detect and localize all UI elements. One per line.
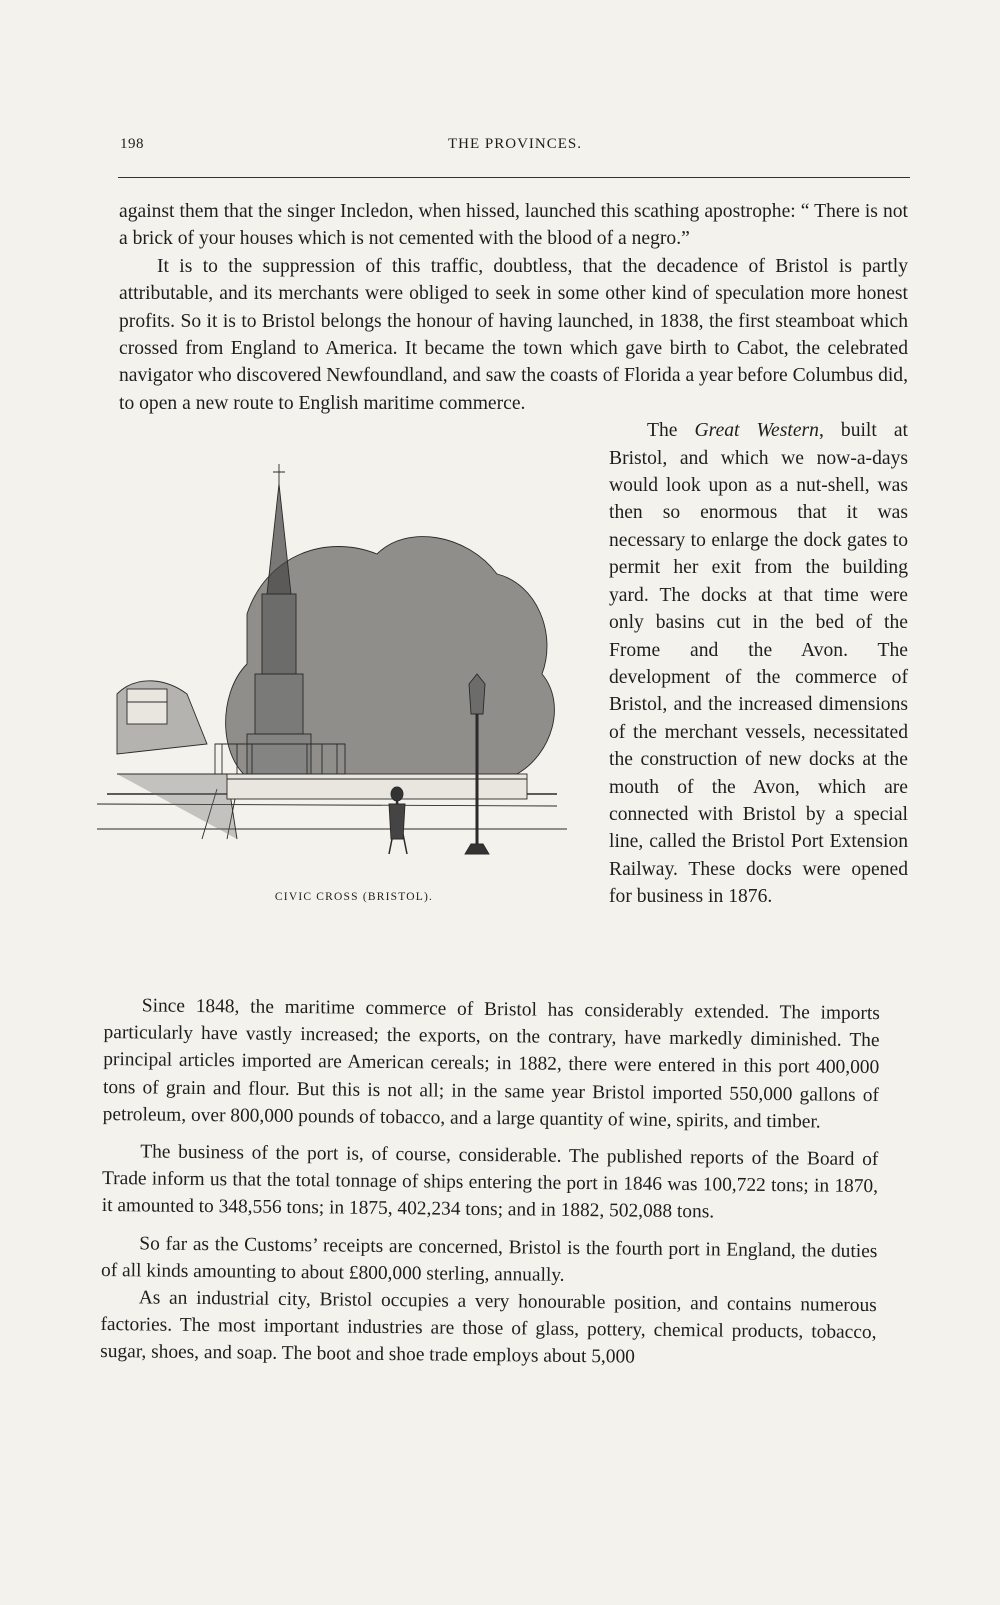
paragraph-3-rest: , built at Bristol, and which we now-a-days would look upon as a nut-shell, was then so enormous that it was necessary to enlarge the dock gates to permit her exit from the building yard. The docks at that time were only basins cut in the bed of the Frome and the Avon. The development of the commerce of Bristol, and the increased dimensions of the merchant vessels, necessitated the construction of new docks at the mouth of the Avon, which are connected with Bristol by a special line, called the Bristol Port Extension Railway. These docks were opened for business in 1876. [609,420,908,908]
lower-body-text [100,992,880,1374]
civic-cross-engraving [97,444,577,884]
civic-cross-illustration [97,444,577,914]
paragraph-7: As an industrial city, Bristol occupies a very honourable position, and contains numerous factories. The most important industries are those of glass, pottery, chemical products, tobacco, sugar, shoes, and soap. The boot and shoe trade employs about 5,000 [100,1287,877,1369]
upper-body-text [119,198,908,914]
paragraph-3-start: The [647,420,695,442]
page-number: 198 [120,136,144,152]
ship-name: Great Western [694,420,819,442]
page-header [120,136,910,160]
paragraph-1: against them that the singer Incledon, when hissed, launched this scathing apostrophe: “ There is not a brick of your houses which is not cemented with the blood of a negro.” [119,201,908,250]
figure-caption: CIVIC CROSS (BRISTOL). [274,891,434,904]
header-rule [118,177,910,178]
paragraph-5: The business of the port is, of course, considerable. The published reports of the Board of Trade inform us that the total tonnage of ships entering the port in 1846 was 100,722 tons; in 1870, it amounted to 348,556 tons; in 1875, 402,234 tons; and in 1882, 502,088 tons. [101,1141,879,1223]
paragraph-3 [119,417,908,910]
running-title: THE PROVINCES. [447,136,582,152]
paragraph-6: So far as the Customs’ receipts are concerned, Bristol is the fourth port in England, the duties of all kinds amounting to about £800,000 sterling, annually. [100,1233,878,1286]
paragraph-4: Since 1848, the maritime commerce of Bristol has considerably extended. The imports particularly have vastly increased; the exports, on the contrary, have markedly diminished. The principal articles imported are American cereals; in 1882, there were entered in this port 400,000 tons of grain and flour. But this is not all; in the same year Bristol imported 550,000 gallons of petroleum, over 800,000 pounds of tobacco, and a large quantity of wine, spirits, and timber. [102,995,880,1133]
figure-float [119,444,597,914]
paragraph-2: It is to the suppression of this traffic, doubtless, that the decadence of Bristol is partly attributable, and its merchants were obliged to seek in some other kind of speculation more honest profits. So it is to Bristol belongs the honour of having launched, in 1838, the first steamboat which crossed from England to America. It became the town which gave birth to Cabot, the celebrated navigator who discovered Newfoundland, and saw the coasts of Florida a year before Columbus did, to open a new route to English maritime commerce. [119,255,908,414]
